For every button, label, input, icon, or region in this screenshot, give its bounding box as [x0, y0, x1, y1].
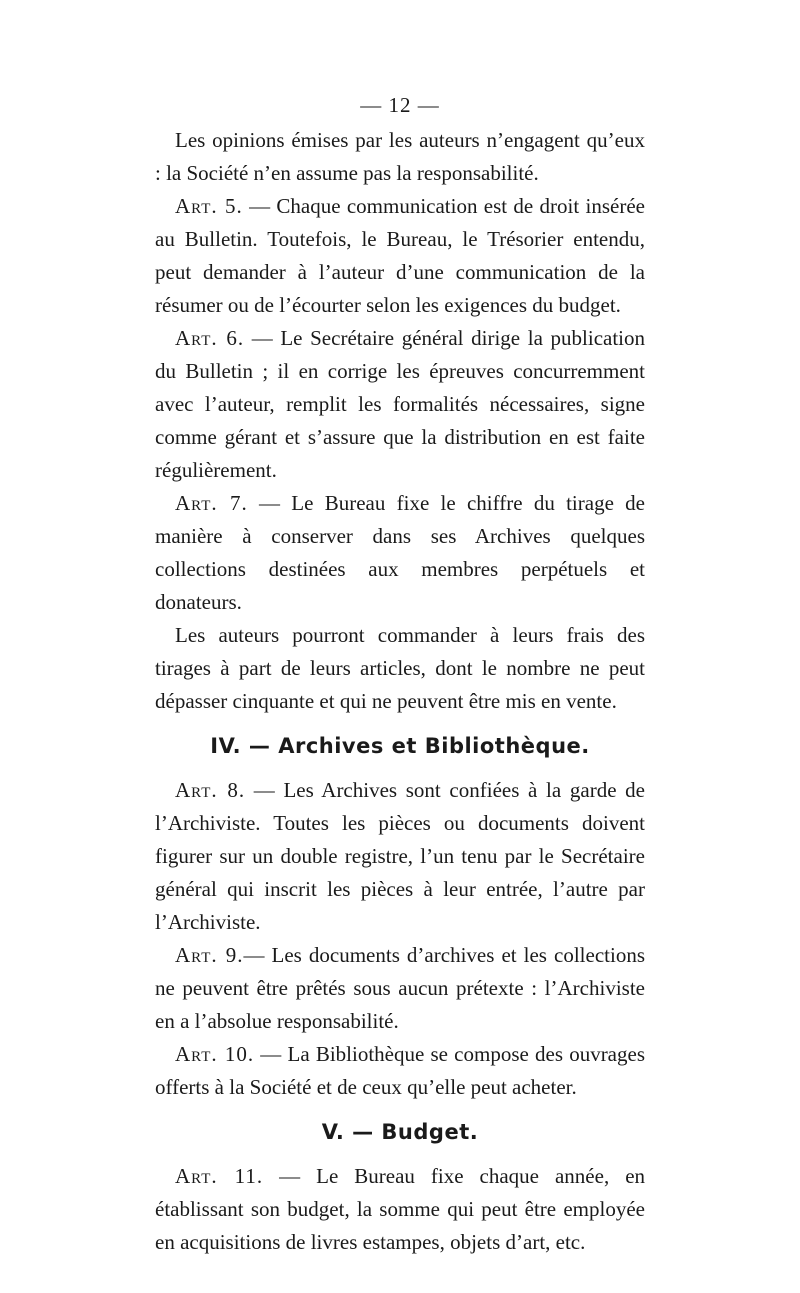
article-text: — Le Bureau fixe chaque année, en établissant son budget, la somme qui peut être employée en acquisitions de livres estampes, objets d’art, etc. [155, 1164, 646, 1254]
article-text: — Les documents d’archives et les collections ne peuvent être prêtés sous aucun prétexte : l’Archiviste en a l’absolue responsabilité. [155, 943, 645, 1033]
section-heading-budget: V. — Budget. [321, 1120, 479, 1144]
paragraph-opinions [155, 124, 645, 190]
article-text: — Chaque communication est de droit insérée au Bulletin. Toutefois, le Bureau, le Trésorier entendu, peut demander à l’auteur d’une communication de la résumer ou de l’écourter selon les exigences du budget. [155, 194, 645, 317]
article-label: Art. 6. [175, 326, 245, 350]
article-text: — Les Archives sont confiées à la garde de l’Archiviste. Toutes les pièces ou documents doivent figurer sur un double registre, l’un tenu par le Secrétaire général qui inscrit les pièces à leur entrée, l’autre par l’Archiviste. [155, 778, 645, 934]
article-label: Art. 9. [175, 943, 244, 967]
article-text: — La Bibliothèque se compose des ouvrages offerts à la Société et de ceux qu’elle peut acheter. [155, 1042, 646, 1099]
book-page [155, 93, 645, 1259]
article-5 [155, 190, 645, 322]
article-label: Art. 11. [175, 1164, 264, 1188]
paragraph-text: Les opinions émises par les auteurs n’engagent qu’eux : la Société n’en assume pas la responsabilité. [155, 128, 645, 185]
article-label: Art. 10. [175, 1042, 255, 1066]
article-9 [155, 939, 645, 1038]
article-10 [155, 1038, 645, 1104]
paragraph-tirages [155, 619, 645, 718]
article-8 [155, 774, 645, 939]
article-text: — Le Secrétaire général dirige la publication du Bulletin ; il en corrige les épreuves concurremment avec l’auteur, remplit les formalités nécessaires, signe comme gérant et s’assure que la distribution en est faite régulièrement. [155, 326, 646, 482]
article-7 [155, 487, 645, 619]
article-label: Art. 7. [175, 491, 248, 515]
article-label: Art. 8. [175, 778, 246, 802]
paragraph-text: Les auteurs pourront commander à leurs frais des tirages à part de leurs articles, dont le nombre ne peut dépasser cinquante et qui ne peuvent être mis en vente. [155, 623, 645, 713]
article-11 [155, 1160, 645, 1259]
article-label: Art. 5. [175, 194, 243, 218]
article-6 [155, 322, 645, 487]
page-number: — 12 — [360, 93, 440, 117]
section-heading-archives: IV. — Archives et Bibliothèque. [210, 734, 590, 758]
article-text: — Le Bureau fixe le chiffre du tirage de manière à conserver dans ses Archives quelques collections destinées aux membres perpétuels et donateurs. [155, 491, 646, 614]
